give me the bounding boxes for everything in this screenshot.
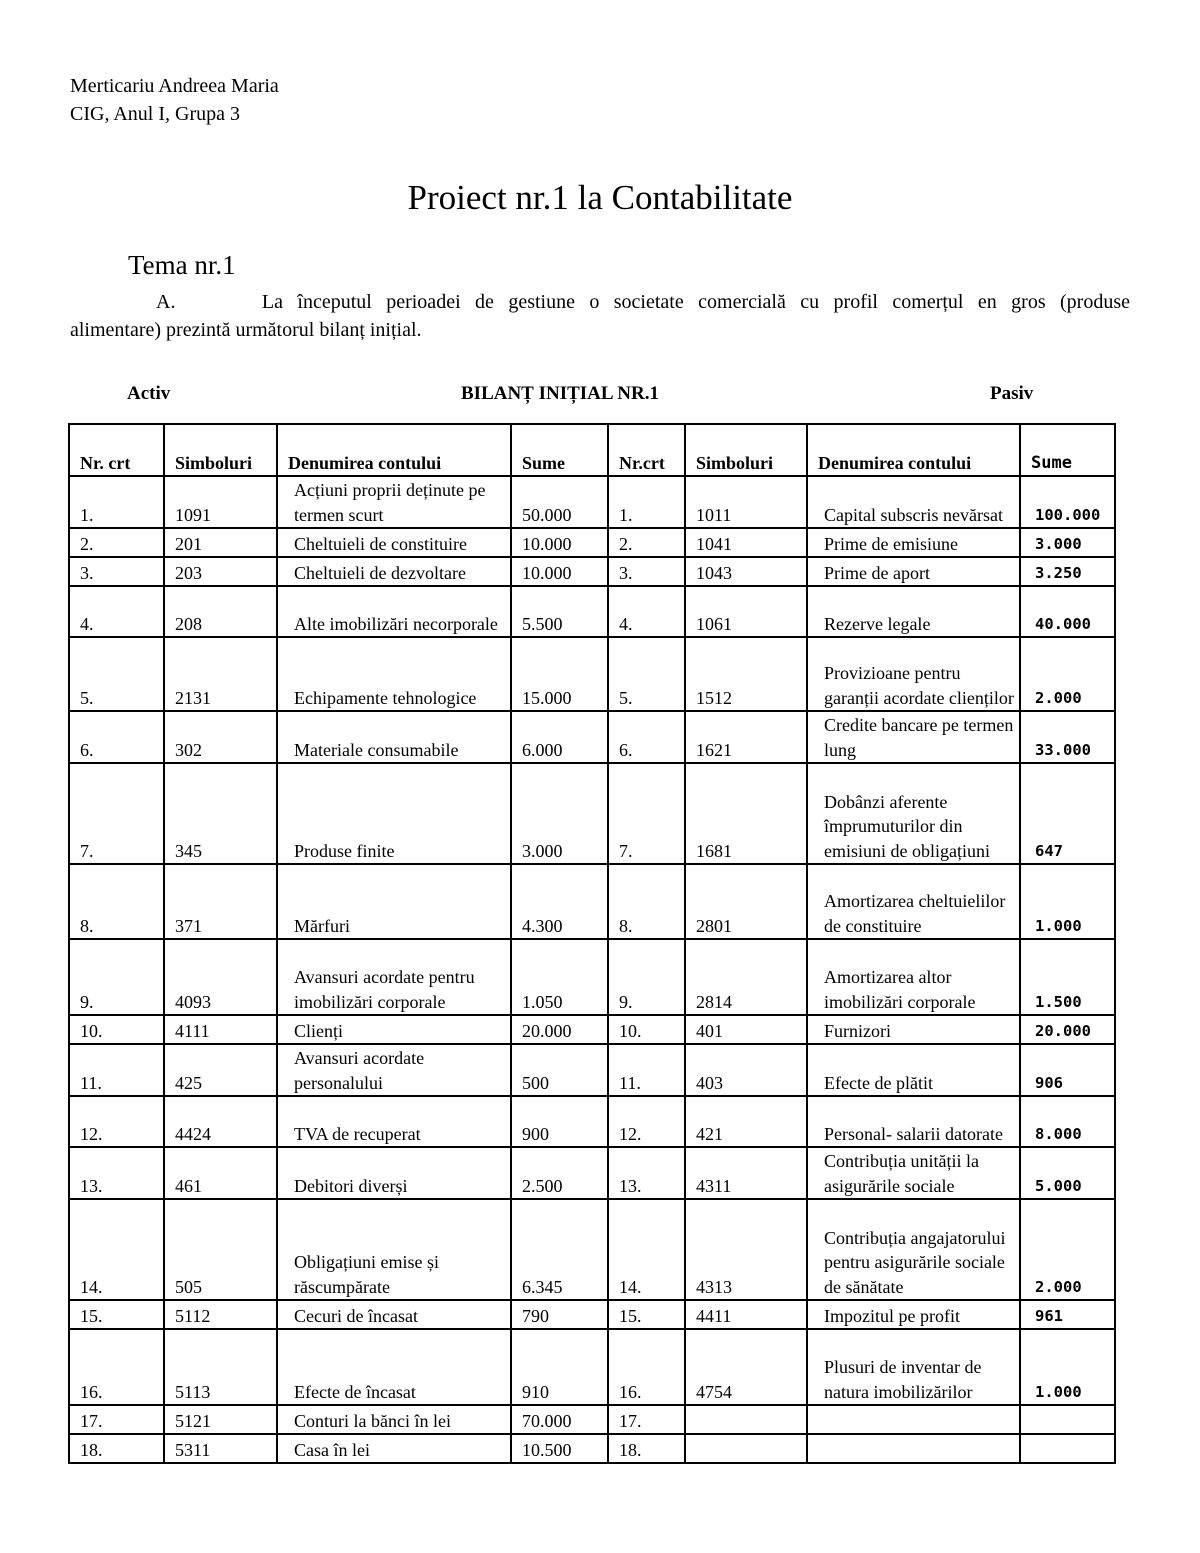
account-name-cell: Credite bancare pe termen lung — [807, 711, 1020, 763]
nr-crt-cell: 9. — [608, 939, 685, 1015]
table-row — [69, 1300, 1115, 1329]
intro-paragraph — [70, 288, 1130, 344]
symbol-cell: 421 — [685, 1096, 807, 1147]
amount-cell: 790 — [511, 1300, 608, 1329]
nr-crt-cell: 9. — [69, 939, 164, 1015]
account-name-cell: Contribuția angajatorului pentru asigurările sociale de sănătate — [807, 1199, 1020, 1300]
amount-cell: 2.500 — [511, 1147, 608, 1199]
account-name-cell: Impozitul pe profit — [807, 1300, 1020, 1329]
nr-crt-cell: 11. — [69, 1044, 164, 1096]
account-name-cell: Prime de aport — [807, 557, 1020, 586]
symbol-cell: 5311 — [164, 1434, 277, 1463]
amount-cell: 3.000 — [511, 763, 608, 864]
nr-crt-cell: 8. — [608, 864, 685, 939]
symbol-cell: 5113 — [164, 1329, 277, 1405]
nr-crt-cell: 7. — [608, 763, 685, 864]
col-header: Denumirea contului — [807, 424, 1020, 476]
symbol-cell: 203 — [164, 557, 277, 586]
account-name-cell: TVA de recuperat — [277, 1096, 511, 1147]
symbol-cell: 4313 — [685, 1199, 807, 1300]
nr-crt-cell: 7. — [69, 763, 164, 864]
nr-crt-cell: 12. — [608, 1096, 685, 1147]
table-row — [69, 557, 1115, 586]
account-name-cell: Plusuri de inventar de natura imobilizărilor — [807, 1329, 1020, 1405]
amount-cell: 1.050 — [511, 939, 608, 1015]
symbol-cell: 4311 — [685, 1147, 807, 1199]
account-name-cell: Obligațiuni emise și răscumpărate — [277, 1199, 511, 1300]
table-row — [69, 1147, 1115, 1199]
symbol-cell: 1043 — [685, 557, 807, 586]
intro-line-2: alimentare) prezintă următorul bilanț inițial. — [70, 319, 422, 341]
symbol-cell: 1041 — [685, 528, 807, 557]
amount-cell: 6.345 — [511, 1199, 608, 1300]
symbol-cell: 4424 — [164, 1096, 277, 1147]
nr-crt-cell: 4. — [608, 586, 685, 637]
table-header-row — [69, 424, 1115, 476]
account-name-cell: Cecuri de încasat — [277, 1300, 511, 1329]
account-name-cell: Acțiuni proprii deținute pe termen scurt — [277, 476, 511, 528]
account-name-cell: Debitori diverși — [277, 1147, 511, 1199]
account-name-cell: Rezerve legale — [807, 586, 1020, 637]
table-row — [69, 637, 1115, 711]
table-row — [69, 586, 1115, 637]
account-name-cell: Cheltuieli de dezvoltare — [277, 557, 511, 586]
account-name-cell: Personal- salarii datorate — [807, 1096, 1020, 1147]
amount-cell — [1020, 1405, 1115, 1434]
amount-cell: 1.500 — [1020, 939, 1115, 1015]
amount-cell: 100.000 — [1020, 476, 1115, 528]
amount-cell: 5.500 — [511, 586, 608, 637]
nr-crt-cell: 5. — [69, 637, 164, 711]
nr-crt-cell: 3. — [608, 557, 685, 586]
account-name-cell: Alte imobilizări necorporale — [277, 586, 511, 637]
amount-cell: 647 — [1020, 763, 1115, 864]
symbol-cell: 2131 — [164, 637, 277, 711]
col-header: Simboluri — [685, 424, 807, 476]
account-name-cell: Clienți — [277, 1015, 511, 1044]
amount-cell: 40.000 — [1020, 586, 1115, 637]
author-group: CIG, Anul I, Grupa 3 — [70, 103, 240, 125]
col-header: Sume — [511, 424, 608, 476]
amount-cell: 5.000 — [1020, 1147, 1115, 1199]
account-name-cell: Capital subscris nevărsat — [807, 476, 1020, 528]
nr-crt-cell: 14. — [69, 1199, 164, 1300]
symbol-cell: 425 — [164, 1044, 277, 1096]
amount-cell: 961 — [1020, 1300, 1115, 1329]
nr-crt-cell: 1. — [69, 476, 164, 528]
symbol-cell: 1061 — [685, 586, 807, 637]
account-name-cell: Mărfuri — [277, 864, 511, 939]
account-name-cell: Conturi la bănci în lei — [277, 1405, 511, 1434]
amount-cell: 10.500 — [511, 1434, 608, 1463]
table-row — [69, 1044, 1115, 1096]
nr-crt-cell: 8. — [69, 864, 164, 939]
col-header: Nr. crt — [69, 424, 164, 476]
symbol-cell: 1011 — [685, 476, 807, 528]
amount-cell: 33.000 — [1020, 711, 1115, 763]
amount-cell: 15.000 — [511, 637, 608, 711]
nr-crt-cell: 17. — [608, 1405, 685, 1434]
activ-heading: Activ — [127, 383, 171, 404]
col-header: Simboluri — [164, 424, 277, 476]
nr-crt-cell: 1. — [608, 476, 685, 528]
nr-crt-cell: 2. — [608, 528, 685, 557]
table-row — [69, 1405, 1115, 1434]
amount-cell: 1.000 — [1020, 1329, 1115, 1405]
symbol-cell: 1681 — [685, 763, 807, 864]
account-name-cell: Efecte de încasat — [277, 1329, 511, 1405]
account-name-cell: Cheltuieli de constituire — [277, 528, 511, 557]
amount-cell — [1020, 1434, 1115, 1463]
amount-cell: 4.300 — [511, 864, 608, 939]
table-row — [69, 528, 1115, 557]
symbol-cell: 461 — [164, 1147, 277, 1199]
table-row — [69, 1434, 1115, 1463]
symbol-cell: 1621 — [685, 711, 807, 763]
account-name-cell: Contribuția unității la asigurările sociale — [807, 1147, 1020, 1199]
nr-crt-cell: 2. — [69, 528, 164, 557]
symbol-cell: 302 — [164, 711, 277, 763]
account-name-cell — [807, 1405, 1020, 1434]
account-name-cell — [807, 1434, 1020, 1463]
table-row — [69, 1199, 1115, 1300]
bilant-heading: BILANȚ INIȚIAL NR.1 — [461, 383, 659, 404]
symbol-cell — [685, 1405, 807, 1434]
nr-crt-cell: 11. — [608, 1044, 685, 1096]
amount-cell: 3.250 — [1020, 557, 1115, 586]
nr-crt-cell: 5. — [608, 637, 685, 711]
table-row — [69, 864, 1115, 939]
symbol-cell: 5121 — [164, 1405, 277, 1434]
table-row — [69, 476, 1115, 528]
symbol-cell: 1091 — [164, 476, 277, 528]
amount-cell: 20.000 — [511, 1015, 608, 1044]
nr-crt-cell: 18. — [608, 1434, 685, 1463]
symbol-cell: 2814 — [685, 939, 807, 1015]
symbol-cell: 1512 — [685, 637, 807, 711]
account-name-cell: Avansuri acordate personalului — [277, 1044, 511, 1096]
amount-cell: 6.000 — [511, 711, 608, 763]
account-name-cell: Amortizarea altor imobilizări corporale — [807, 939, 1020, 1015]
col-header: Sume — [1020, 424, 1115, 476]
amount-cell: 20.000 — [1020, 1015, 1115, 1044]
col-header: Nr.crt — [608, 424, 685, 476]
col-header: Denumirea contului — [277, 424, 511, 476]
symbol-cell: 4754 — [685, 1329, 807, 1405]
nr-crt-cell: 17. — [69, 1405, 164, 1434]
amount-cell: 10.000 — [511, 557, 608, 586]
amount-cell: 2.000 — [1020, 1199, 1115, 1300]
symbol-cell: 4411 — [685, 1300, 807, 1329]
nr-crt-cell: 12. — [69, 1096, 164, 1147]
nr-crt-cell: 10. — [69, 1015, 164, 1044]
author-name: Merticariu Andreea Maria — [70, 75, 279, 97]
account-name-cell: Provizioane pentru garanții acordate clienților — [807, 637, 1020, 711]
amount-cell: 906 — [1020, 1044, 1115, 1096]
amount-cell: 3.000 — [1020, 528, 1115, 557]
amount-cell: 500 — [511, 1044, 608, 1096]
amount-cell: 70.000 — [511, 1405, 608, 1434]
symbol-cell: 505 — [164, 1199, 277, 1300]
table-row — [69, 1096, 1115, 1147]
account-name-cell: Efecte de plătit — [807, 1044, 1020, 1096]
amount-cell: 50.000 — [511, 476, 608, 528]
symbol-cell: 4111 — [164, 1015, 277, 1044]
table-row — [69, 1329, 1115, 1405]
symbol-cell: 208 — [164, 586, 277, 637]
account-name-cell: Furnizori — [807, 1015, 1020, 1044]
table-row — [69, 939, 1115, 1015]
nr-crt-cell: 13. — [69, 1147, 164, 1199]
symbol-cell: 401 — [685, 1015, 807, 1044]
table-row — [69, 763, 1115, 864]
symbol-cell: 345 — [164, 763, 277, 864]
nr-crt-cell: 10. — [608, 1015, 685, 1044]
symbol-cell: 4093 — [164, 939, 277, 1015]
symbol-cell: 201 — [164, 528, 277, 557]
table-row — [69, 1015, 1115, 1044]
nr-crt-cell: 16. — [608, 1329, 685, 1405]
nr-crt-cell: 14. — [608, 1199, 685, 1300]
account-name-cell: Prime de emisiune — [807, 528, 1020, 557]
symbol-cell: 5112 — [164, 1300, 277, 1329]
amount-cell: 910 — [511, 1329, 608, 1405]
nr-crt-cell: 6. — [69, 711, 164, 763]
amount-cell: 8.000 — [1020, 1096, 1115, 1147]
intro-line-1: A. La începutul perioadei de gestiune o societate comercială cu profil comerțul en gros (produse — [156, 291, 1130, 313]
nr-crt-cell: 4. — [69, 586, 164, 637]
nr-crt-cell: 18. — [69, 1434, 164, 1463]
symbol-cell: 2801 — [685, 864, 807, 939]
account-name-cell: Dobânzi aferente împrumuturilor din emisiuni de obligațiuni — [807, 763, 1020, 864]
amount-cell: 900 — [511, 1096, 608, 1147]
account-name-cell: Avansuri acordate pentru imobilizări corporale — [277, 939, 511, 1015]
account-name-cell: Produse finite — [277, 763, 511, 864]
amount-cell: 1.000 — [1020, 864, 1115, 939]
balance-table — [68, 423, 1116, 1464]
symbol-cell: 371 — [164, 864, 277, 939]
account-name-cell: Casa în lei — [277, 1434, 511, 1463]
author-block — [70, 72, 279, 128]
table-row — [69, 711, 1115, 763]
nr-crt-cell: 13. — [608, 1147, 685, 1199]
symbol-cell — [685, 1434, 807, 1463]
section-heading: Tema nr.1 — [128, 250, 236, 280]
amount-cell: 10.000 — [511, 528, 608, 557]
symbol-cell: 403 — [685, 1044, 807, 1096]
pasiv-heading: Pasiv — [990, 383, 1034, 404]
nr-crt-cell: 3. — [69, 557, 164, 586]
amount-cell: 2.000 — [1020, 637, 1115, 711]
account-name-cell: Amortizarea cheltuielilor de constituire — [807, 864, 1020, 939]
account-name-cell: Materiale consumabile — [277, 711, 511, 763]
nr-crt-cell: 15. — [69, 1300, 164, 1329]
nr-crt-cell: 15. — [608, 1300, 685, 1329]
account-name-cell: Echipamente tehnologice — [277, 637, 511, 711]
nr-crt-cell: 16. — [69, 1329, 164, 1405]
page-title: Proiect nr.1 la Contabilitate — [407, 178, 793, 217]
nr-crt-cell: 6. — [608, 711, 685, 763]
